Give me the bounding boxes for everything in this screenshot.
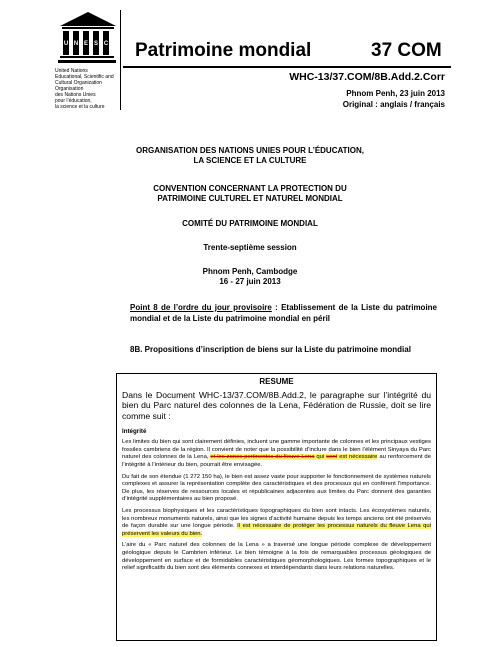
p3-highlight: Il est nécessaire de protéger les processus naturels du fleuve Lena qui préservent les valeurs du bien. <box>122 523 432 537</box>
org-name-en: United Nations Educational, Scientific and Cultural Organization <box>55 68 114 86</box>
agenda-label: Point 8 de l’ordre du jour provisoire <box>130 303 272 312</box>
unesco-logo <box>58 10 118 66</box>
p1-highlight-deleted: et les zones pertinentes du fleuve Lena <box>210 454 315 461</box>
committee-heading: COMITÉ DU PATRIMOINE MONDIAL <box>182 219 318 228</box>
conv-line-1: CONVENTION CONCERNANT LA PROTECTION DU <box>153 184 347 193</box>
svg-text:E: E <box>83 41 89 47</box>
header-vertical-divider <box>120 10 121 110</box>
convention-heading <box>0 184 500 204</box>
integrity-paragraph-3 <box>122 508 431 538</box>
doc-meta <box>343 88 445 110</box>
unesco-temple-icon <box>58 10 118 66</box>
svg-text:U: U <box>63 41 69 47</box>
svg-text:C: C <box>103 41 109 47</box>
p1-text-b: qui <box>314 454 327 461</box>
agenda-text: : Etablissement de la Liste du patrimoine mondial et de la Liste du patrimoine mondial en péril <box>130 303 437 323</box>
agenda-item <box>130 303 437 324</box>
p1-highlight-inserted: est nécessaire <box>337 454 378 461</box>
doc-reference: WHC-13/37.COM/8B.Add.2.Corr <box>289 71 445 83</box>
p1-text-a: Les limites du bien qui sont clairement définies, incluent une gamme importante de colonnes et les principaux vestiges fossiles cambriens de la région. Il convient de noter que la possibilité d’inclure dans le bien l’élément Sinyaya du Parc naturel des colonnes de la Lena, <box>122 439 431 461</box>
p1-text-d: au renforcement de l’intégrité à l’intérieur du bien, pourrait être envisagée. <box>122 454 431 468</box>
dates: 16 - 27 juin 2013 <box>219 277 281 286</box>
conv-line-2: PATRIMOINE CULTUREL ET NATUREL MONDIAL <box>157 194 343 203</box>
sub-item-8b: 8B. Propositions d’inscription de biens sur la Liste du patrimoine mondial <box>130 345 411 354</box>
doc-title: Patrimoine mondial <box>135 40 312 61</box>
organisation-heading <box>0 146 500 166</box>
svg-text:S: S <box>93 41 99 47</box>
session-heading: Trente-septième session <box>203 243 297 252</box>
svg-text:N: N <box>73 41 79 47</box>
org-line-2: LA SCIENCE ET LA CULTURE <box>193 156 307 165</box>
integrity-heading: Intégrité <box>122 428 147 436</box>
integrity-paragraph-4: L’aire du « Parc naturel des colonnes de la Lena » a traversé une longue période complexe de développement géologique depuis le Cambrien inférieur. Le bien témoigne à la fois de remarquables processus géologiques de développement en surface et de formidables caractéristiques géomorphologiques. Les formes topographiques et le relief significatifs du bien sont des éléments connexes et interdépendants dans leurs relations naturelles. <box>122 542 431 572</box>
resume-intro: Dans le Document WHC-13/37.COM/8B.Add.2, le paragraphe sur l’intégrité du bien du Parc naturel des colonnes de la Lena, Fédération de Russie, doit se lire comme suit : <box>122 390 431 421</box>
location: Phnom Penh, Cambodge <box>202 267 298 276</box>
org-line-1: ORGANISATION DES NATIONS UNIES POUR L’ÉDUCATION, <box>135 146 364 155</box>
integrity-paragraph-2: Du fait de son étendue (1 272 150 ha), le bien est assez vaste pour supporter le fonctionnement de systèmes naturels complexes et assurer la représentation complète des caractéristiques et des processus qui en confèrent l’importance. De plus, les réserves de ressources locales et républicaines adjacentes aux limites du Parc donnent des garanties d’intégrité supplémentaires au bien proposé. <box>122 473 431 503</box>
original-language: Original : anglais / français <box>342 100 445 109</box>
resume-box <box>116 373 437 641</box>
p3-text: Les processus biophysiques et les caractéristiques topographiques du bien sont intacts. Les écosystèmes naturels, les nombreux monuments naturels, ainsi que les signes d’activité humaine depuis les temps anciens ont été préservés de façon durable sur une longue période. <box>122 507 431 530</box>
header-horizontal-rule <box>123 66 451 68</box>
resume-title: RESUME <box>259 377 294 386</box>
p1-strikethrough: sont <box>326 454 338 461</box>
org-name-fr: Organisation des Nations Unies pour l’éducation, la science et la culture <box>55 86 105 110</box>
place-date: Phnom Penh, 23 juin 2013 <box>346 89 445 98</box>
integrity-paragraph-1 <box>122 439 431 469</box>
location-heading <box>0 267 500 287</box>
session-code: 37 COM <box>371 40 442 61</box>
